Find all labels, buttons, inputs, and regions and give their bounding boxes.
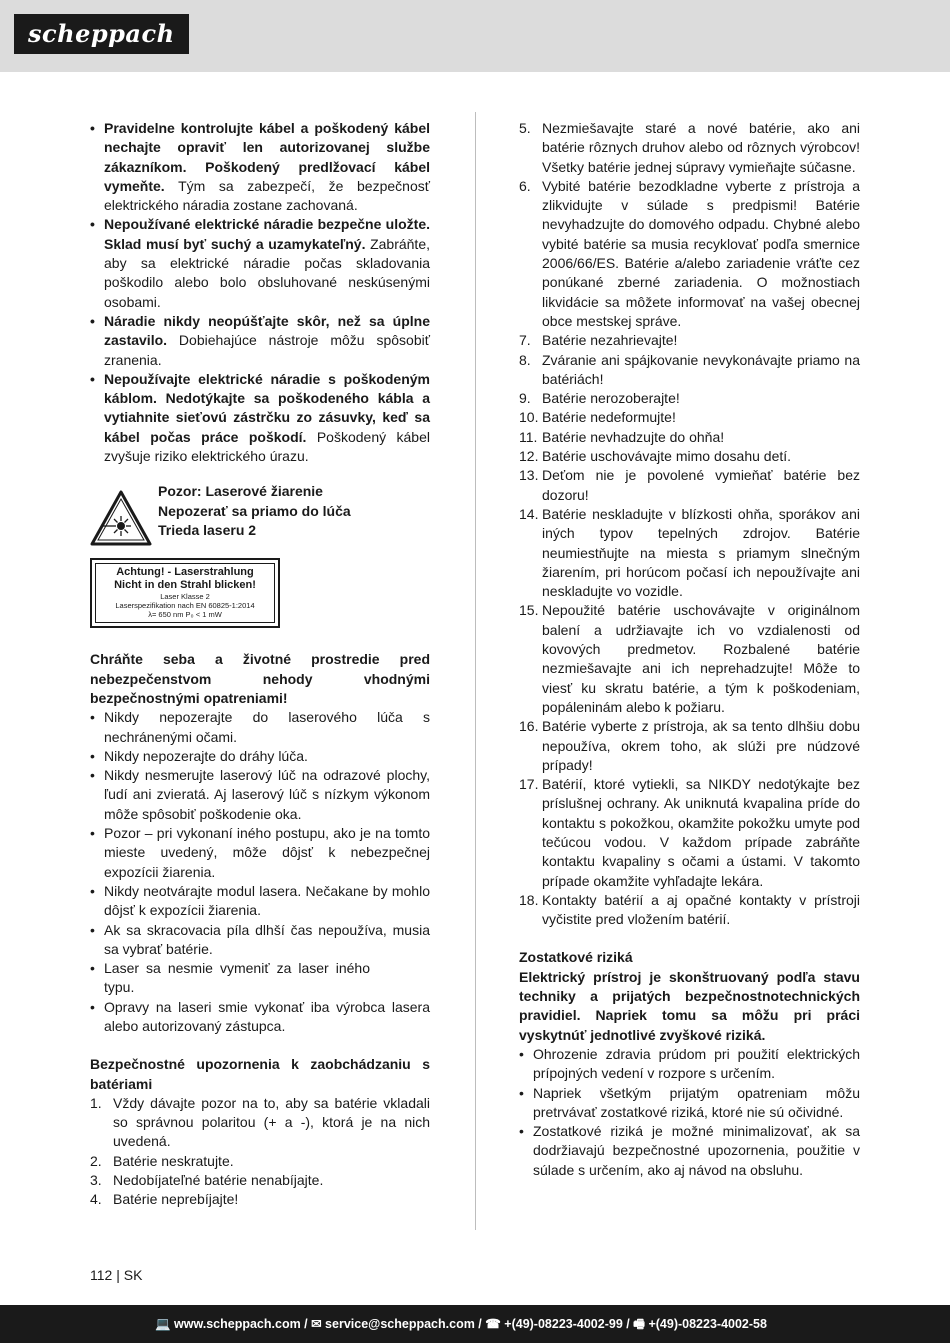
page-header bbox=[0, 0, 950, 72]
spacer bbox=[519, 929, 860, 948]
laser-warning-line: Pozor: Laserové žiarenie bbox=[158, 483, 323, 500]
spacer bbox=[90, 1036, 430, 1055]
item-text: Nedobíjateľné batérie nenabíjajte. bbox=[113, 1172, 324, 1189]
battery-item bbox=[519, 505, 860, 601]
item-text: Nezmiešavajte staré a nové batérie, ako ani batérie rôznych druhov alebo od rôznych výrobcov! Všetky batérie jednej súpravy vymieňajte súčasne. bbox=[542, 120, 860, 175]
battery-item bbox=[90, 1152, 430, 1171]
item-number: 4. bbox=[90, 1191, 102, 1208]
battery-heading: Bezpečnostné upozornenia k zaobchádzaniu s batériami bbox=[90, 1056, 430, 1092]
right-column bbox=[519, 119, 860, 1180]
battery-item bbox=[519, 775, 860, 891]
item-text: Deťom nie je povolené vymieňať batérie bez dozoru! bbox=[542, 467, 860, 503]
item-number: 18. bbox=[519, 891, 539, 908]
page-footer bbox=[0, 1305, 950, 1343]
battery-item bbox=[519, 408, 860, 427]
laser-warning-block bbox=[90, 482, 430, 650]
page-number: 112 | SK bbox=[90, 1267, 143, 1283]
item-text: Batérie vyberte z prístroja, ak sa tento dlhšiu dobu nepoužíva, okrem toho, ak slúži pre núdzové prípady! bbox=[542, 718, 860, 773]
safety-bullet bbox=[90, 119, 430, 215]
bullet-bold: Nepoužívajte elektrické náradie s poškodeným káblom. Nedotýkajte sa poškodeného kábla a vytiahnite sieťovú zástrčku zo zásuvky, keď sa kábel počas práce poškodí. bbox=[104, 370, 430, 445]
item-number: 11. bbox=[519, 428, 538, 445]
item-text: Batérie uschovávajte mimo dosahu detí. bbox=[542, 448, 792, 465]
column-divider bbox=[475, 112, 476, 1230]
item-text: Batérie neskratujte. bbox=[113, 1152, 234, 1169]
residual-bullet: • Zostatkové riziká je možné minimalizovať, ak sa dodržiavajú bezpečnostné upozornenia, použitie v súlade s určením, ako aj návod na obsluhu. bbox=[519, 1122, 860, 1180]
protect-bullet: • Ak sa skracovacia píla dlhší čas nepoužíva, musia sa vybrať batérie. bbox=[90, 921, 430, 960]
item-number: 15. bbox=[519, 602, 539, 619]
laser-warning-text bbox=[158, 482, 351, 541]
item-text: Zváranie ani spájkovanie nevykonávajte priamo na batériách! bbox=[542, 351, 860, 387]
footer-contact: 💻 www.scheppach.com / ✉ service@scheppach.com / ☎ +(49)-08223-4002-99 / 🖷 +(49)-08223-4002-58 bbox=[155, 1317, 767, 1331]
laser-class-label-inner bbox=[95, 563, 275, 623]
item-text: Batérie nezahrievajte! bbox=[542, 332, 678, 349]
bullet-text: Poškodený kábel zvyšuje riziko elektrického úrazu. bbox=[104, 428, 430, 465]
label-line: Nicht in den Strahl blicken! bbox=[114, 579, 256, 592]
item-number: 16. bbox=[519, 718, 539, 735]
bullet-bold: Náradie nikdy neopúšťajte skôr, než sa úplne zastavilo. bbox=[104, 312, 430, 349]
laser-warning-icon bbox=[90, 490, 152, 546]
protect-bullet: • Nikdy nepozerajte do dráhy lúča. bbox=[90, 747, 430, 766]
item-text: Nepoužité batérie uschovávajte v originálnom balení a udržiavajte ich vo vzdialenosti od kovových predmetov. Rozbalené batérie nezmiešavajte ani ich neprehadzujte! Môže to viesť ku skratu batérie, a tým k poškodeniam, popáleninám alebo k požiaru. bbox=[542, 602, 860, 715]
battery-item bbox=[519, 891, 860, 930]
bullet-bold: Pravidelne kontrolujte kábel a poškodený kábel nechajte opraviť len autorizovanej službe zákazníkom. Poškodený predlžovací kábel vymeňte. bbox=[104, 120, 430, 194]
battery-item bbox=[519, 717, 860, 775]
scheppach-logo: scheppach bbox=[14, 14, 189, 54]
protect-bullet: • Laser sa nesmie vymeniť za laser iného typu. bbox=[90, 959, 430, 998]
item-number: 17. bbox=[519, 776, 539, 793]
item-number: 2. bbox=[90, 1152, 102, 1169]
battery-item bbox=[519, 331, 860, 350]
protect-bullet: • Pozor – pri vykonaní iného postupu, ako je na tomto mieste uvedený, môže dôjsť k nebezpečnej expozícii žiarenia. bbox=[90, 824, 430, 882]
item-number: 9. bbox=[519, 390, 531, 407]
label-line: Achtung! - Laserstrahlung bbox=[116, 566, 254, 579]
battery-item bbox=[519, 351, 860, 390]
protect-bullet: • Nikdy nepozerajte do laserového lúča s nechránenými očami. bbox=[90, 708, 430, 747]
item-text: Batérií, ktoré vytiekli, sa NIKDY nedotýkajte bez príslušnej ochrany. Ak uniknutá kvapalina príde do kontaktu s pokožkou, okamžite pokožku umyte pod tečúcou vodou. V každom prípade zabráňte kontaktu kvapaliny s očami a ústami. V takomto prípade okamžite vyhľadajte lekára. bbox=[542, 776, 860, 889]
item-text: Vždy dávajte pozor na to, aby sa batérie vkladali so správnou polaritou (+ a -), ktorá je na nich uvedená. bbox=[113, 1094, 430, 1150]
battery-item bbox=[90, 1190, 430, 1209]
item-number: 13. bbox=[519, 467, 539, 484]
bullet-bold: Nepoužívané elektrické náradie bezpečne uložte. Sklad musí byť suchý a uzamykateľný. bbox=[104, 216, 430, 252]
bullet-text: Dobiehajúce nástroje môžu spôsobiť zranenia. bbox=[104, 332, 430, 368]
label-line: Laser Klasse 2 bbox=[160, 592, 210, 602]
item-number: 12. bbox=[519, 448, 539, 465]
item-text: Batérie nedeformujte! bbox=[542, 409, 676, 426]
protect-heading: Chráňte seba a životné prostredie pred nebezpečenstvom nehody vhodnými bezpečnostnými opatreniami! bbox=[90, 651, 430, 706]
item-number: 1. bbox=[90, 1094, 102, 1111]
residual-bullet: • Ohrozenie zdravia prúdom pri použití elektrických prípojných vedení v rozpore s určením. bbox=[519, 1045, 860, 1084]
item-number: 3. bbox=[90, 1172, 102, 1189]
protect-bullet: • Nikdy neotvárajte modul lasera. Nečakane by mohlo dôjsť k expozícii žiarenia. bbox=[90, 882, 430, 921]
battery-item bbox=[519, 447, 860, 466]
safety-bullet bbox=[90, 370, 430, 466]
laser-warning-line: Trieda laseru 2 bbox=[158, 522, 257, 539]
safety-bullet bbox=[90, 312, 430, 370]
battery-item bbox=[519, 177, 860, 331]
left-column bbox=[90, 119, 430, 1210]
item-text: Batérie neprebíjajte! bbox=[113, 1191, 239, 1208]
battery-item bbox=[90, 1094, 430, 1152]
protect-bullet: • Opravy na laseri smie vykonať iba výrobca lasera alebo autorizovaný zástupca. bbox=[90, 998, 430, 1037]
safety-bullet bbox=[90, 215, 430, 311]
bullet-text: Tým sa zabezpečí, že bezpečnosť elektrického náradia zostane zachovaná. bbox=[104, 177, 430, 214]
battery-item bbox=[519, 119, 860, 177]
residual-intro: Elektrický prístroj je skonštruovaný podľa stavu techniky a prijatých bezpečnostnotechnických pravidiel. Napriek tomu sa môžu pri práci vyskytnúť jednotlivé zvyškové riziká. bbox=[519, 968, 860, 1043]
battery-item bbox=[519, 466, 860, 505]
label-line: Laserspezifikation nach EN 60825-1:2014 bbox=[115, 601, 255, 611]
item-number: 5. bbox=[519, 120, 531, 136]
item-text: Kontakty batérií a aj opačné kontakty v prístroji vyčistite pred vložením batérií. bbox=[542, 891, 860, 928]
battery-item bbox=[90, 1171, 430, 1190]
item-number: 14. bbox=[519, 505, 539, 522]
battery-item bbox=[519, 428, 860, 447]
item-text: Batérie nevhadzujte do ohňa! bbox=[542, 428, 725, 445]
battery-item bbox=[519, 601, 860, 717]
label-line: λ= 650 nm P₀ < 1 mW bbox=[148, 610, 222, 620]
item-number: 7. bbox=[519, 332, 531, 349]
item-text: Vybité batérie bezodkladne vyberte z prístroja a zlikvidujte v súlade s predpismi! Batérie nevyhadzujte do domového odpadu. Chybné alebo vybité batérie sa musia recyklovať podľa smernice 2006/66/ES. Batérie a/alebo zariadenie vráťte cez ponúkané zberné zariadenia. O možnostiach likvidácie sa môžete informovať na vašej obecnej obce mestskej správe. bbox=[542, 177, 860, 329]
protect-bullet: • Nikdy nesmerujte laserový lúč na odrazové plochy, ľudí ani zvieratá. Aj laserový lúč s nízkym výkonom môže spôsobiť poškodenie oka. bbox=[90, 766, 430, 824]
item-number: 6. bbox=[519, 177, 531, 194]
residual-bullet: • Napriek všetkým prijatým opatreniam môžu pretrvávať zostatkové riziká, ktoré nie sú očividné. bbox=[519, 1084, 860, 1123]
item-number: 8. bbox=[519, 351, 531, 368]
laser-class-label bbox=[90, 558, 280, 628]
battery-item bbox=[519, 389, 860, 408]
item-text: Batérie nerozoberajte! bbox=[542, 390, 680, 407]
bullet-text: Zabráňte, aby sa elektrické náradie počas skladovania poškodilo alebo bolo obsluhované neskúsenými osobami. bbox=[104, 235, 430, 310]
item-text: Batérie neskladujte v blízkosti ohňa, sporákov ani iných typov tepelných zdrojov. Batérie neumiestňujte na miesta s priamym slnečným žiarením, pri horúcom počasí ich nepoužívajte ani neskladujte vo vozidle. bbox=[542, 505, 860, 600]
residual-heading: Zostatkové riziká bbox=[519, 949, 633, 966]
laser-warning-line: Nepozerať sa priamo do lúča bbox=[158, 502, 351, 519]
item-number: 10. bbox=[519, 409, 539, 426]
